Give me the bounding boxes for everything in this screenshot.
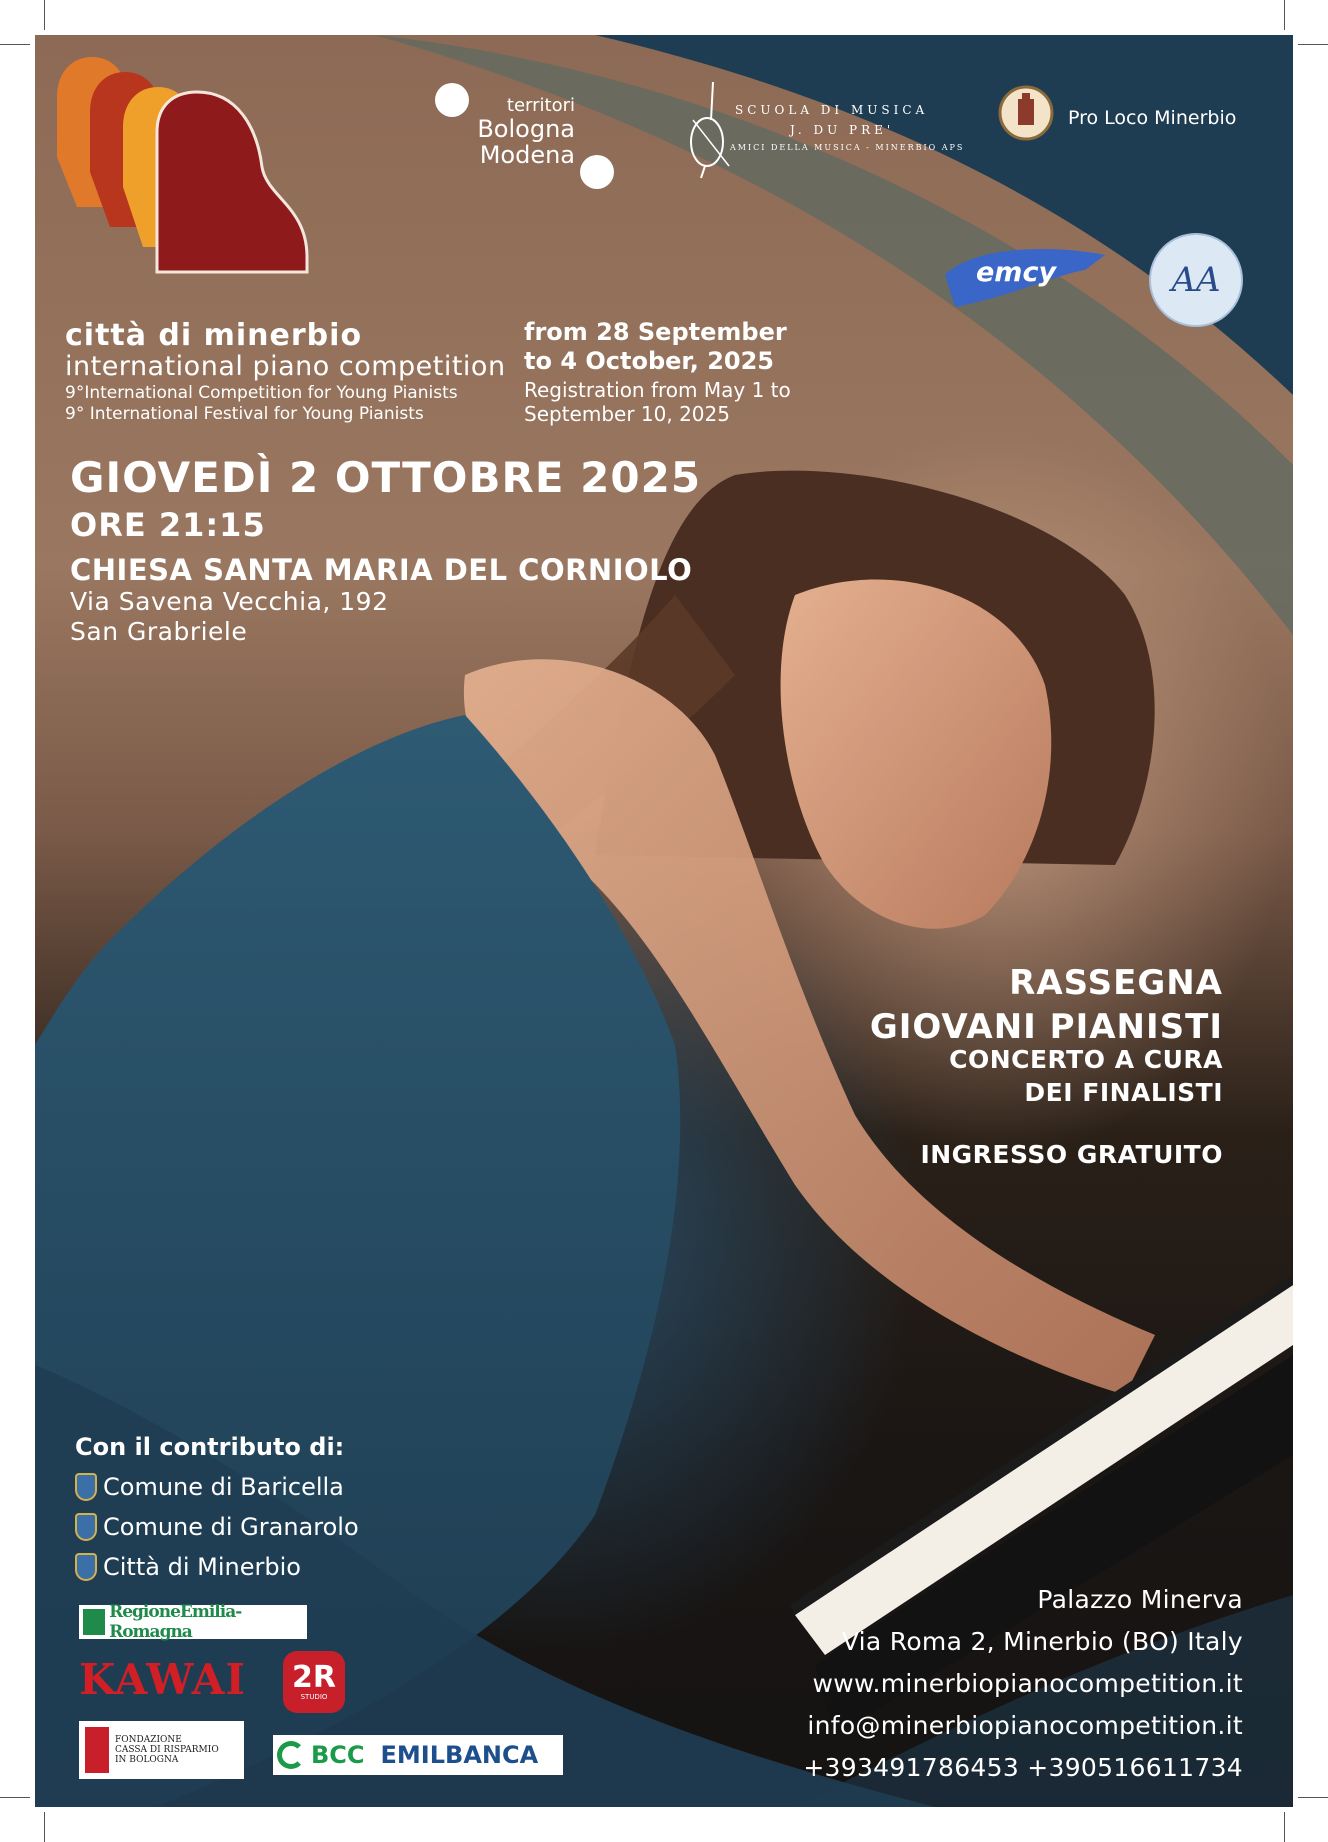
studio-2r-label: 2R <box>292 1660 336 1695</box>
competition-line1: 9°International Competition for Young Pianists <box>65 383 458 403</box>
fondazione-text <box>115 1735 219 1765</box>
territori-dot-icon <box>435 83 469 117</box>
fondazione-line2: CASSA DI RISPARMIO <box>115 1745 219 1755</box>
program-line4: DEI FINALISTI <box>1024 1078 1223 1107</box>
program-line3: CONCERTO A CURA <box>949 1045 1223 1074</box>
proloco-label: Pro Loco Minerbio <box>1068 107 1237 129</box>
bcc-label: BCC <box>311 1741 365 1769</box>
crop-mark <box>1284 0 1285 30</box>
territori-line2: Bologna <box>477 115 575 143</box>
crest-icon <box>75 1553 97 1581</box>
dates-line2: to 4 October, 2025 <box>524 347 774 375</box>
program-entry: INGRESSO GRATUITO <box>920 1140 1223 1169</box>
scuola-line1: SCUOLA DI MUSICA <box>735 103 929 117</box>
event-address1: Via Savena Vecchia, 192 <box>70 587 389 616</box>
crest-icon <box>75 1513 97 1541</box>
event-time: ORE 21:15 <box>70 506 266 544</box>
contributor-item <box>75 1553 301 1581</box>
dates-line1: from 28 September <box>524 318 787 346</box>
scuola-line2: J. DU PRE' <box>790 123 895 137</box>
event-venue: CHIESA SANTA MARIA DEL CORNIOLO <box>70 553 693 587</box>
fondazione-line1: FONDAZIONE <box>115 1735 182 1745</box>
crop-mark <box>1298 44 1328 45</box>
crop-mark <box>44 1812 45 1842</box>
crop-mark <box>1298 1797 1328 1798</box>
competition-subtitle: international piano competition <box>65 351 506 382</box>
event-address2: San Grabriele <box>70 617 248 646</box>
studio-2r-logo <box>283 1651 345 1713</box>
competition-logo <box>57 57 317 307</box>
contributor-label: Città di Minerbio <box>103 1553 301 1581</box>
contributor-item <box>75 1473 344 1501</box>
kawai-logo: KAWAI <box>79 1655 247 1704</box>
territori-dot-icon <box>580 155 614 189</box>
registration-line2: September 10, 2025 <box>524 402 730 426</box>
crest-icon <box>75 1473 97 1501</box>
crop-mark <box>1284 1812 1285 1842</box>
contact-place: Palazzo Minerva <box>1037 1585 1243 1614</box>
contributors-title: Con il contributo di: <box>75 1433 345 1461</box>
emilbanca-label: EMILBANCA <box>380 1741 539 1769</box>
contact-website[interactable]: www.minerbiopianocompetition.it <box>812 1669 1243 1698</box>
cello-icon <box>683 80 731 180</box>
event-date: GIOVEDÌ 2 OTTOBRE 2025 <box>70 453 702 502</box>
competition-line2: 9° International Festival for Young Pianists <box>65 404 424 424</box>
fondazione-mark-icon <box>85 1727 109 1773</box>
poster <box>35 35 1293 1807</box>
competition-title: città di minerbio <box>65 318 363 353</box>
registration-line1: Registration from May 1 to <box>524 378 791 402</box>
crop-mark <box>0 44 30 45</box>
contributor-item <box>75 1513 359 1541</box>
program-line1: RASSEGNA <box>1009 963 1223 1003</box>
regione-flag-icon <box>83 1609 105 1635</box>
proloco-seal-icon <box>998 85 1054 141</box>
contact-phones: +393491786453 +390516611734 <box>803 1753 1243 1782</box>
bcc-mark-icon <box>277 1741 305 1769</box>
fondazione-line3: IN BOLOGNA <box>115 1755 179 1765</box>
regione-logo <box>79 1602 307 1642</box>
crop-mark <box>0 1797 30 1798</box>
fondazione-logo <box>79 1721 244 1779</box>
contributor-label: Comune di Baricella <box>103 1473 344 1501</box>
contact-address: Via Roma 2, Minerbio (BO) Italy <box>841 1627 1243 1656</box>
aa-logo <box>1149 233 1243 327</box>
emcy-label: emcy <box>976 257 1057 288</box>
crop-mark <box>44 0 45 30</box>
bcc-emilbanca-logo <box>273 1735 563 1775</box>
territori-line1: territori <box>506 95 575 116</box>
program-line2: GIOVANI PIANISTI <box>869 1007 1223 1047</box>
contributor-label: Comune di Granarolo <box>103 1513 359 1541</box>
aa-logo-text: AA <box>1171 260 1221 300</box>
territori-line3: Modena <box>479 141 575 169</box>
regione-label: RegioneEmilia-Romagna <box>109 1602 242 1642</box>
scuola-line3: AMICI DELLA MUSICA - MINERBIO APS <box>730 143 965 152</box>
contact-email[interactable]: info@minerbiopianocompetition.it <box>807 1711 1243 1740</box>
studio-2r-sub: STUDIO <box>300 1693 328 1701</box>
